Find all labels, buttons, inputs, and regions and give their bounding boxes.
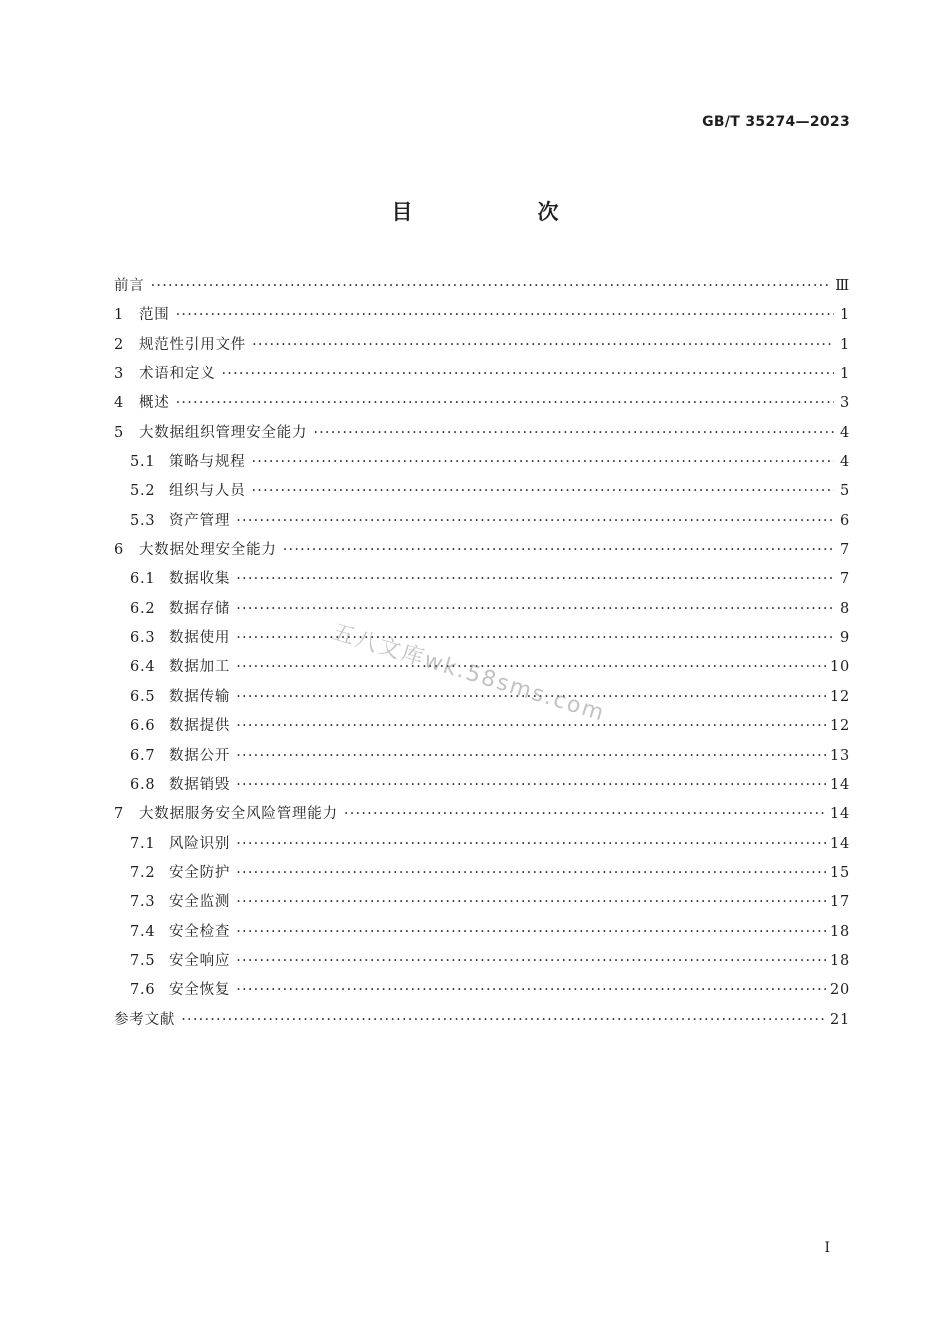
toc-entry-number: 7 [114, 806, 125, 823]
toc-entry-number: 6.1 [130, 571, 156, 588]
toc-leader-dots [236, 683, 826, 712]
page-number: I [824, 1240, 830, 1256]
toc-entry-label: 数据收集 [169, 571, 231, 588]
toc-entry[interactable] [114, 712, 850, 741]
toc-entry-page: 8 [839, 600, 850, 617]
toc-entry-label: 数据提供 [169, 718, 231, 735]
toc-entry-page: 3 [839, 395, 850, 412]
toc-entry-label: 安全监测 [169, 894, 231, 911]
toc-entry-number: 7.2 [130, 864, 156, 881]
toc-entry-page: 18 [829, 952, 850, 969]
toc-entry-page: 7 [839, 571, 850, 588]
toc-entry-page: 9 [839, 630, 850, 647]
toc-leader-dots [313, 419, 834, 448]
toc-entry-number: 6.5 [130, 688, 156, 705]
toc-entry-label: 概述 [139, 395, 170, 412]
toc-entry-number: 4 [114, 395, 125, 412]
toc-entry-label: 安全响应 [169, 952, 231, 969]
toc-entry-label: 安全防护 [169, 864, 231, 881]
toc-entry[interactable] [114, 976, 850, 1005]
toc-leader-dots [236, 888, 826, 917]
toc-entry-page: 1 [839, 307, 850, 324]
toc-entry[interactable] [114, 859, 850, 888]
toc-entry-page: Ⅲ [835, 278, 850, 294]
toc-entry-label: 安全恢复 [169, 982, 231, 999]
toc-leader-dots [252, 331, 834, 360]
toc-entry-number: 6.8 [130, 776, 156, 793]
toc-entry-number: 7.4 [130, 923, 156, 940]
table-of-contents [114, 272, 850, 1035]
toc-entry-label: 前言 [114, 278, 145, 294]
toc-leader-dots [236, 653, 826, 682]
toc-entry[interactable] [114, 800, 850, 829]
toc-leader-dots [236, 712, 826, 741]
toc-entry-number: 6.4 [130, 659, 156, 676]
toc-entry-number: 6.7 [130, 747, 156, 764]
toc-entry[interactable] [114, 536, 850, 565]
toc-entry[interactable] [114, 565, 850, 594]
toc-entry-page: 14 [829, 806, 850, 823]
toc-entry[interactable] [114, 888, 850, 917]
toc-entry-number: 7.6 [130, 982, 156, 999]
toc-entry-label: 安全检查 [169, 923, 231, 940]
toc-entry-number: 5.3 [130, 512, 156, 529]
watermark: 五八文库wk.58sms.com [329, 619, 609, 727]
toc-leader-dots [236, 595, 834, 624]
toc-entry-page: 15 [829, 864, 850, 881]
toc-entry-number: 6.3 [130, 630, 156, 647]
toc-entry-page: 1 [839, 366, 850, 383]
toc-entry-page: 20 [829, 982, 850, 999]
toc-leader-dots [236, 976, 826, 1005]
standard-code: GB/T 35274—2023 [702, 114, 850, 130]
toc-entry-number: 1 [114, 307, 125, 324]
toc-entry[interactable] [114, 507, 850, 536]
toc-entry-page: 4 [839, 454, 850, 471]
toc-entry-label: 术语和定义 [139, 366, 216, 383]
toc-entry-page: 6 [839, 512, 850, 529]
toc-entry-label: 大数据组织管理安全能力 [139, 424, 308, 441]
toc-entry-page: 10 [829, 659, 850, 676]
toc-entry-number: 6 [114, 542, 125, 559]
toc-entry[interactable] [114, 653, 850, 682]
toc-entry[interactable] [114, 448, 850, 477]
toc-leader-dots [236, 947, 826, 976]
toc-entry-page: 17 [829, 894, 850, 911]
toc-entry-page: 4 [839, 424, 850, 441]
toc-entry-label: 大数据服务安全风险管理能力 [139, 806, 338, 823]
toc-entry-number: 6.6 [130, 718, 156, 735]
toc-entry[interactable] [114, 477, 850, 506]
toc-leader-dots [236, 830, 826, 859]
toc-leader-dots [236, 565, 834, 594]
toc-entry[interactable] [114, 947, 850, 976]
toc-entry-number: 7.1 [130, 835, 156, 852]
toc-entry-page: 1 [839, 336, 850, 353]
toc-entry-number: 7.3 [130, 894, 156, 911]
toc-entry-label: 参考文献 [114, 1011, 176, 1028]
toc-entry-label: 数据销毁 [169, 776, 231, 793]
toc-leader-dots [236, 742, 826, 771]
toc-entry-label: 数据加工 [169, 659, 231, 676]
toc-entry[interactable] [114, 918, 850, 947]
toc-entry-label: 资产管理 [169, 512, 231, 529]
toc-entry[interactable] [114, 624, 850, 653]
toc-leader-dots [151, 272, 832, 301]
toc-leader-dots [176, 301, 834, 330]
toc-entry-number: 2 [114, 336, 125, 353]
toc-entry-number: 5.1 [130, 454, 156, 471]
toc-entry[interactable] [114, 1006, 850, 1035]
toc-entry[interactable] [114, 830, 850, 859]
toc-entry-label: 规范性引用文件 [139, 336, 247, 353]
toc-entry[interactable] [114, 595, 850, 624]
toc-entry-page: 5 [839, 483, 850, 500]
toc-entry[interactable] [114, 301, 850, 330]
toc-entry[interactable] [114, 742, 850, 771]
toc-entry-page: 12 [829, 718, 850, 735]
toc-entry-page: 14 [829, 835, 850, 852]
toc-entry-label: 风险识别 [169, 835, 231, 852]
toc-leader-dots [176, 389, 834, 418]
toc-entry[interactable] [114, 419, 850, 448]
toc-entry[interactable] [114, 771, 850, 800]
toc-leader-dots [283, 536, 834, 565]
toc-leader-dots [252, 448, 835, 477]
toc-entry-label: 大数据处理安全能力 [139, 542, 277, 559]
toc-entry-page: 7 [839, 542, 850, 559]
toc-entry-page: 18 [829, 923, 850, 940]
toc-entry-page: 13 [829, 747, 850, 764]
toc-entry-number: 5 [114, 424, 125, 441]
toc-leader-dots [236, 507, 834, 536]
toc-leader-dots [236, 771, 826, 800]
toc-leader-dots [236, 859, 826, 888]
toc-entry[interactable] [114, 360, 850, 389]
toc-title: 目 次 [391, 200, 611, 224]
toc-entry-number: 5.2 [130, 483, 156, 500]
toc-entry-label: 数据公开 [169, 747, 231, 764]
toc-entry[interactable] [114, 389, 850, 418]
toc-entry-number: 6.2 [130, 600, 156, 617]
toc-leader-dots [236, 918, 826, 947]
toc-leader-dots [222, 360, 835, 389]
toc-entry-page: 14 [829, 776, 850, 793]
toc-entry-label: 数据传输 [169, 688, 231, 705]
toc-entry-label: 策略与规程 [169, 454, 246, 471]
toc-entry[interactable] [114, 683, 850, 712]
toc-entry-number: 7.5 [130, 952, 156, 969]
toc-entry-label: 数据使用 [169, 630, 231, 647]
toc-entry-page: 12 [829, 688, 850, 705]
toc-entry-page: 21 [829, 1011, 850, 1028]
toc-entry-label: 组织与人员 [169, 483, 246, 500]
toc-entry[interactable] [114, 331, 850, 360]
toc-leader-dots [252, 477, 835, 506]
toc-leader-dots [344, 800, 826, 829]
toc-leader-dots [181, 1006, 826, 1035]
toc-entry[interactable] [114, 272, 850, 301]
toc-leader-dots [236, 624, 834, 653]
toc-entry-number: 3 [114, 366, 125, 383]
toc-entry-label: 范围 [139, 307, 170, 324]
toc-entry-label: 数据存储 [169, 600, 231, 617]
